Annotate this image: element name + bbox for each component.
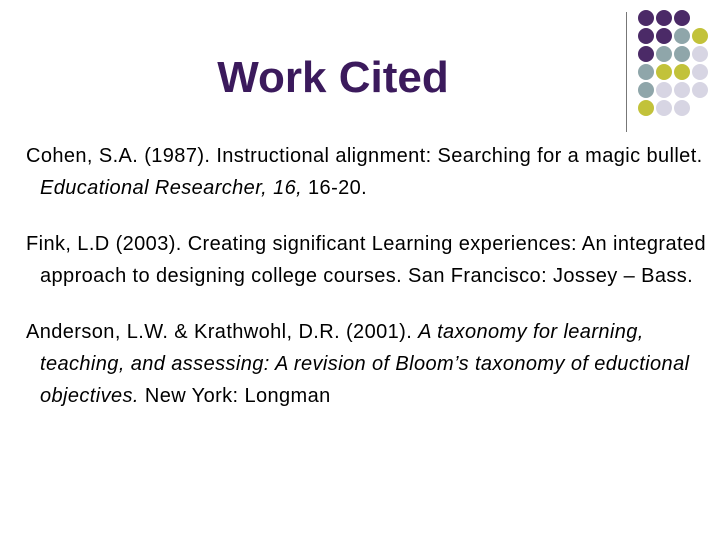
reference-text: Cohen, S.A. (1987). Instructional alignment: Searching for a magic bullet.	[26, 145, 703, 167]
decor-dot	[692, 64, 708, 80]
decor-dot	[674, 46, 690, 62]
decor-dot	[674, 100, 690, 116]
decor-dot	[692, 46, 708, 62]
reference-text-end: New York: Longman	[138, 385, 331, 407]
decor-dot	[674, 28, 690, 44]
decor-dot	[674, 10, 690, 26]
reference-text: Fink, L.D (2003). Creating significant Learning experiences: An integrated approach to designing college courses. San Francisco: Jossey – Bass.	[26, 233, 706, 287]
decor-dot	[674, 82, 690, 98]
reference-item	[26, 140, 706, 204]
reference-italic: A taxonomy for learning, teaching, and assessing: A revision of Bloom’s taxonomy of eductional objectives.	[40, 321, 690, 407]
decor-dot	[656, 10, 672, 26]
references-list	[26, 140, 706, 412]
decor-dot	[692, 28, 708, 44]
decor-dot	[674, 64, 690, 80]
reference-text-end: 16-20.	[302, 177, 368, 199]
decor-dot	[638, 28, 654, 44]
decor-dot	[692, 82, 708, 98]
decor-dot	[638, 10, 654, 26]
reference-item	[26, 316, 706, 412]
reference-item	[26, 228, 706, 292]
page-title: Work Cited	[217, 53, 449, 102]
reference-text: Anderson, L.W. & Krathwohl, D.R. (2001).	[26, 321, 419, 343]
reference-italic: Educational Researcher, 16,	[40, 177, 303, 199]
decor-dot	[656, 28, 672, 44]
